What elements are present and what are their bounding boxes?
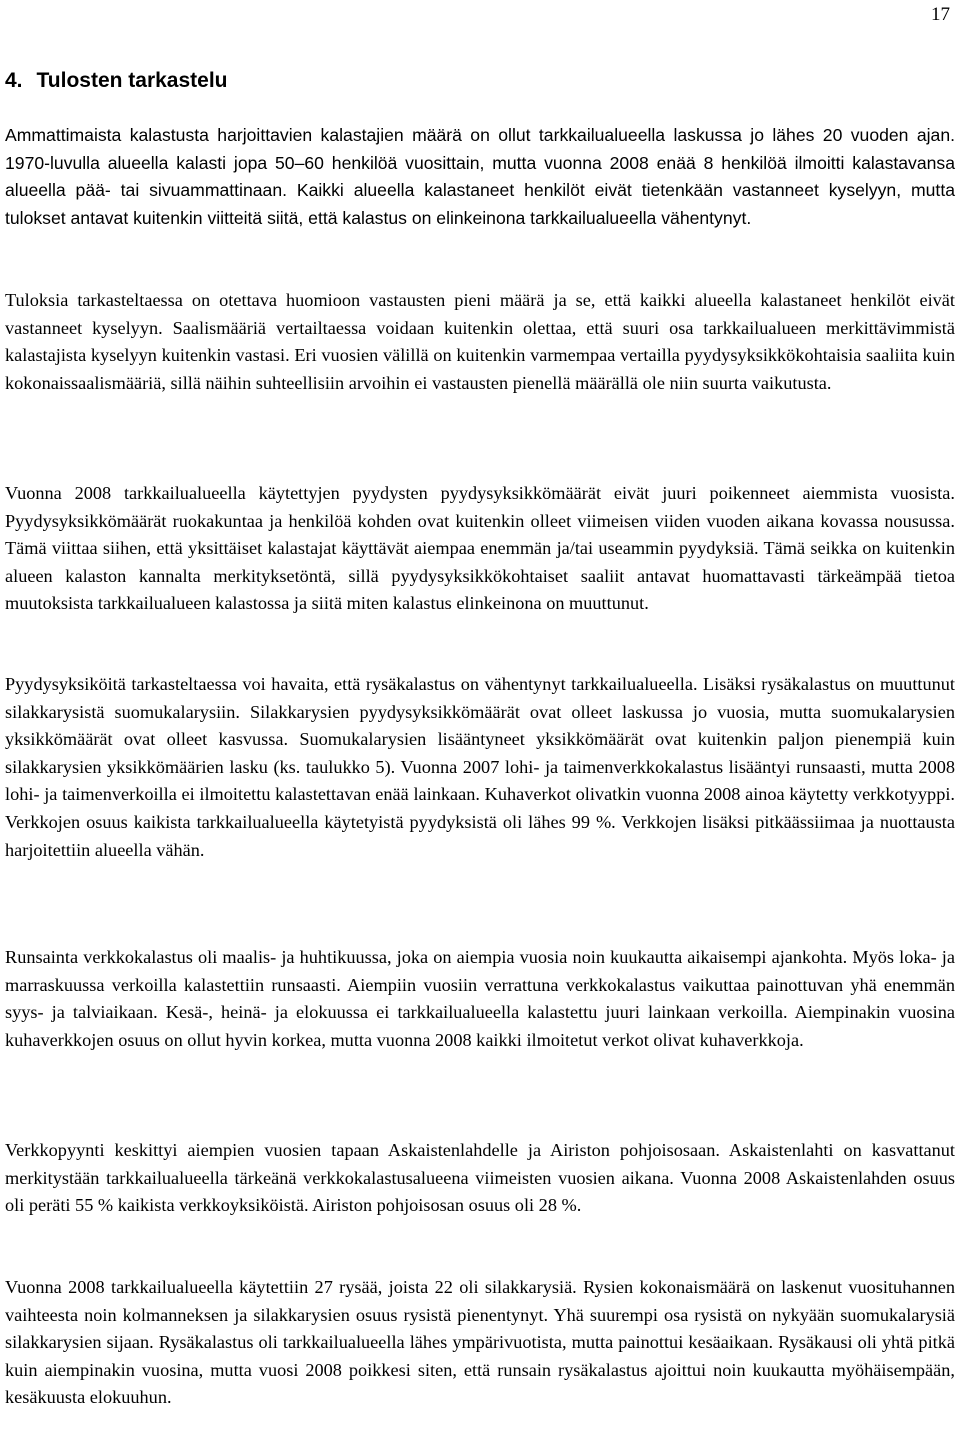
- paragraph-net-fishing-areas: Verkkopyynti keskittyi aiempien vuosien tapaan Askaistenlahdelle ja Airiston pohjoisosaan. Askaistenlahti on kasvattanut merkitystään tarkkailualueella tärkeänä verkkokalastusalueena viimeisten vuosien aikana. Vuonna 2008 Askaistenlahden osuus oli peräti 55 % kaikista verkkoyksiköistä. Airiston pohjoisosan osuus oli 28 %.: [5, 1140, 955, 1216]
- paragraph-trap-nets-2008: Vuonna 2008 tarkkailualueella käytettiin 27 rysää, joista 22 oli silakkarysiä. Rysien kokonaismäärä on laskenut vuosituhannen vaihteesta noin kolmanneksen ja silakkarysien osuus rysistä pienentynyt. Yhä suurempi osa rysistä on nykyään suomukalarysiä silakkarysien sijaan. Rysäkalastus oli tarkkailualueella lähes ympärivuotista, mutta painottui kesäaikaan. Rysäkausi oli yhtä pitkä kuin aiempinakin vuosina, mutta vuosi 2008 poikkesi siten, että runsain rysäkalastus ajoittui noin kuukautta myöhäisempään, kesäkuusta elokuuhun.: [5, 1277, 955, 1408]
- paragraph-interpretation-caveats: Tuloksia tarkasteltaessa on otettava huomioon vastausten pieni määrä ja se, että kaikki alueella kalastaneet henkilöt eivät vastanneet kyselyyn. Saalismääriä vertailtaessa voidaan kuitenkin olettaa, että suuri osa tarkkailualueen merkittävimmistä kalastajista kyselyyn kuitenkin vastasi. Eri vuosien välillä on kuitenkin varmempaa vertailla pyydysyksikkökohtaisia saaliita kuin kokonaissaalismääriä, sillä näihin suhteellisiin arvoihin ei vastausten pienellä määrällä ole niin suurta vaikutusta.: [5, 290, 955, 393]
- paragraph-trap-net-fishing: Pyydysyksiköitä tarkasteltaessa voi havaita, että rysäkalastus on vähentynyt tarkkailualueella. Lisäksi rysäkalastus on muuttunut silakkarysistä suomukalarysiin. Silakkarysien pyydysyksikkömäärät ovat olleet laskussa jo vuosia, mutta suomukalarysien yksikkömäärät ovat olleet kasvussa. Suomukalarysien lisääntyneet yksikkömäärät ovat kuitenkin paljon pienempiä kuin silakkarysien yksikkömäärien lasku (ks. taulukko 5). Vuonna 2007 lohi- ja taimenverkkokalastus lisääntyi runsaasti, mutta 2008 lohi- ja taimenverkoilla ei ilmoitettu kalastettavan enää lainkaan. Kuhaverkot olivatkin vuonna 2008 ainoa käytetty verkkotyyppi. Verkkojen osuus kaikista tarkkailualueella käytetyistä pyydyksistä oli lähes 99 %. Verkkojen lisäksi pitkäässiimaa ja nuottausta harjoitettiin alueella vähän.: [5, 674, 955, 860]
- section-number: 4.: [5, 69, 23, 92]
- page-number: 17: [931, 4, 950, 25]
- paragraph-gear-unit-counts: Vuonna 2008 tarkkailualueella käytettyjen pyydysten pyydysyksikkömäärät eivät juuri poikenneet aiemmista vuosista. Pyydysyksikkömäärät ruokakuntaa ja henkilöä kohden ovat kuitenkin olleet viimeisen viiden vuoden aikana kovassa nousussa. Tämä viittaa siihen, että yksittäiset kalastajat käyttävät aiempaa enemmän ja/tai useammin pyydyksiä. Tämä seikka on kuitenkin alueen kalaston kannalta merkityksetöntä, sillä pyydysyksikkökohtaiset saaliit antavat huomattavasti tärkeämpää tietoa muutoksista tarkkailualueen kalastossa ja siitä miten kalastus elinkeinona on muuttunut.: [5, 483, 955, 614]
- section-title: Tulosten tarkastelu: [36, 69, 228, 92]
- section-heading: [5, 69, 228, 93]
- paragraph-professional-fishers: Ammattimaista kalastusta harjoittavien kalastajien määrä on ollut tarkkailualueella laskussa jo lähes 20 vuoden ajan. 1970-luvulla alueella kalasti jopa 50–60 henkilöä vuosittain, mutta vuonna 2008 enää 8 henkilöä ilmoitti kalastavansa alueella pää- tai sivuammattinaan. Kaikki alueella kalastaneet henkilöt eivät tietenkään vastanneet kyselyyn, mutta tulokset antavat kuitenkin viitteitä siitä, että kalastus on elinkeinona tarkkailualueella vähentynyt.: [5, 125, 955, 228]
- paragraph-net-fishing-season: Runsainta verkkokalastus oli maalis- ja huhtikuussa, joka on aiempia vuosia noin kuukautta aikaisempi ajankohta. Myös loka- ja marraskuussa verkoilla kalastettiin runsaasti. Aiempiin vuosiin verrattuna verkkokalastus vaikuttaa painottuvan yhä enemmän syys- ja talviaikaan. Kesä-, heinä- ja elokuussa ei tarkkailualueella kalastettu juuri lainkaan verkoilla. Aiempinakin vuosina kuhaverkkojen osuus on ollut hyvin korkea, mutta vuonna 2008 kaikki ilmoitetut verkot olivat kuhaverkkoja.: [5, 947, 955, 1050]
